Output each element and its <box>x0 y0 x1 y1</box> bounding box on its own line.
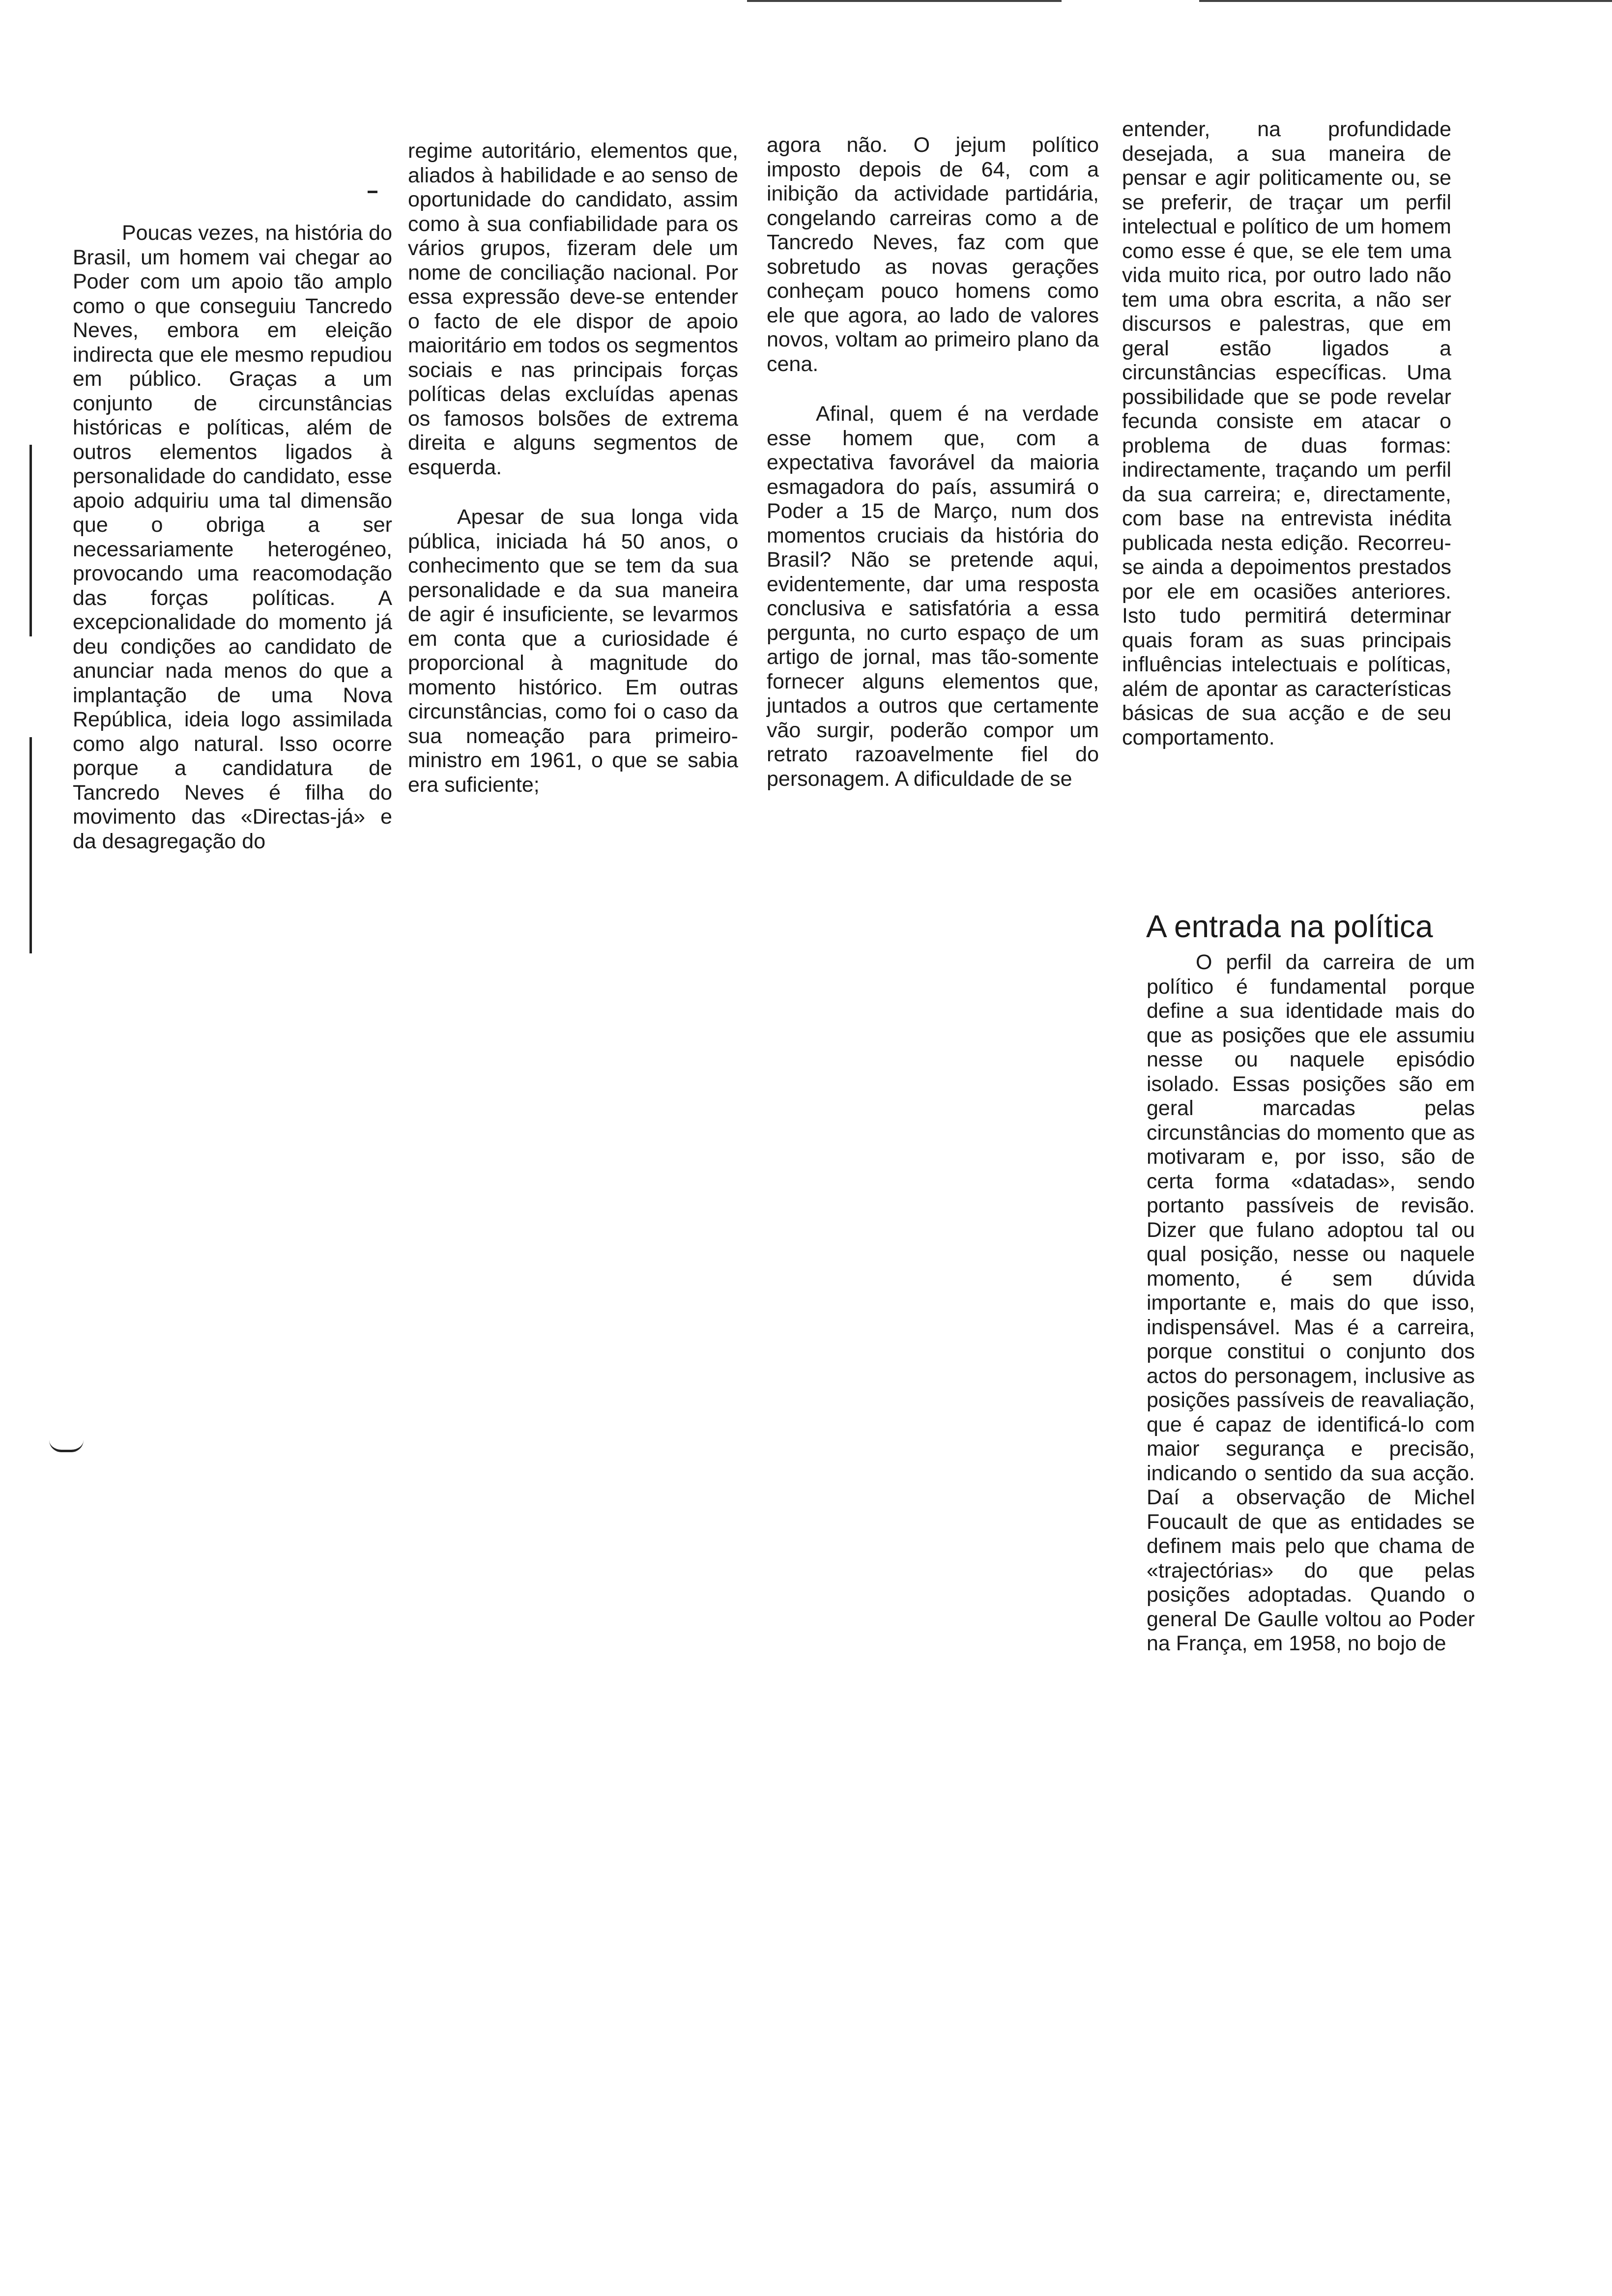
column-2-paragraph-2: Apesar de sua longa vida pública, iniciada há 50 anos, o conhecimento que se tem da sua personalidade e da sua maneira de agir é insuficiente, se levarmos em conta que a curiosidade é proporcional à magnitude do momento histórico. Em outras circunstâncias, como foi o caso da sua nomeação para primeiro-ministro em 1961, o que se sabia era suficiente; <box>408 505 738 797</box>
column-2-paragraph-1: regime autoritário, elementos que, aliados à habilidade e ao senso de oportunidade do candidato, assim como à sua confiabilidade para os vários grupos, fizeram dele um nome de conciliação nacional. Por essa expressão deve-se entender o facto de ele dispor de apoio maioritário em todos os segmentos sociais e nas principais forças políticas delas excluídas apenas os famosos bolsões de extrema direita e alguns segmentos de esquerda. <box>408 139 738 479</box>
column-3-paragraph-2: Afinal, quem é na verdade esse homem que, com a expectativa favorável da maioria esmagadora do país, assumirá o Poder a 15 de Março, num dos momentos cruciais da história do Brasil? Não se pretende aqui, evidentemente, dar uma resposta conclusiva e satisfatória a essa pergunta, no curto espaço de um artigo de jornal, mas tão-somente fornecer alguns elementos que, juntados a outros que certamente vão surgir, poderão compor um retrato razoavelmente fiel do personagem. A dificuldade de se <box>767 402 1099 791</box>
top-rule-right <box>1199 0 1612 2</box>
column-4 <box>1122 117 1451 750</box>
column-4-paragraph-1: entender, na profundidade desejada, a sua maneira de pensar e agir politicamente ou, se se preferir, de traçar um perfil intelectual e político de um homem como esse é que, se ele tem uma vida muito rica, por outro lado não tem uma obra escrita, a não ser discursos e palestras, que em geral estão ligados a circunstâncias específicas. Uma possibilidade que se pode revelar fecunda consiste em atacar o problema de duas formas: indirectamente, traçando um perfil da sua carreira; e, directamente, com base na entrevista inédita publicada nesta edição. Recorreu-se ainda a depoimentos prestados por ele em ocasiões anteriores. Isto tudo permitirá determinar quais foram as suas principais influências intelectuais e políticas, além de apontar as características básicas de sua acção e de seu comportamento. <box>1122 117 1451 749</box>
margin-line-lower <box>29 737 32 953</box>
column-1-paragraph-1: Poucas vezes, na história do Brasil, um homem vai chegar ao Poder com um apoio tão amplo como o que conseguiu Tancredo Neves, embora em eleição indirecta que ele mesmo repudiou em público. Graças a um conjunto de circunstâncias históricas e políticas, além de outros elementos ligados à personalidade do candidato, esse apoio adquiriu uma tal dimensão que o obriga a ser necessariamente heterogéneo, provocando uma reacomodação das forças políticas. A excepcionalidade do momento já deu condições ao candidato de anunciar nada menos do que a implantação de uma Nova República, ideia logo assimilada como algo natural. Isso ocorre porque a candidatura de Tancredo Neves é filha do movimento das «Directas-já» e da desagregação do <box>73 221 392 853</box>
scan-mark-curve <box>49 1440 84 1452</box>
column-1 <box>73 221 392 854</box>
column-3 <box>767 133 1099 791</box>
margin-line-upper <box>29 445 32 636</box>
column-3-paragraph-1: agora não. O jejum político imposto depois de 64, com a inibição da actividade partidária, congelando carreiras como a de Tancredo Neves, faz com que sobretudo as novas gerações conheçam pouco homens como ele que agora, ao lado de valores novos, voltam ao primeiro plano da cena. <box>767 133 1099 376</box>
section-heading: A entrada na política <box>1146 909 1433 944</box>
margin-dash <box>368 191 377 193</box>
column-2 <box>408 139 738 797</box>
column-4-paragraph-2: O perfil da carreira de um político é fundamental porque define a sua identidade mais do que as posições que ele assumiu nesse ou naquele episódio isolado. Essas posições são em geral marcadas pelas circunstâncias do momento que as motivaram e, por isso, são de certa forma «datadas», sendo portanto passíveis de revisão. Dizer que fulano adoptou tal ou qual posição, nesse ou naquele momento, é sem dúvida importante e, mais do que isso, indispensável. Mas é a carreira, porque constitui o conjunto dos actos do personagem, inclusive as posições passíveis de reavaliação, que é capaz de identificá-lo com maior segurança e precisão, indicando o sentido da sua acção. Daí a observação de Michel Foucault de que as entidades se definem mais pelo que chama de «trajectórias» do que pelas posições adoptadas. Quando o general De Gaulle voltou ao Poder na França, em 1958, no bojo de <box>1147 950 1475 1655</box>
column-4-continued <box>1147 950 1475 1656</box>
top-rule-left <box>747 0 1062 2</box>
